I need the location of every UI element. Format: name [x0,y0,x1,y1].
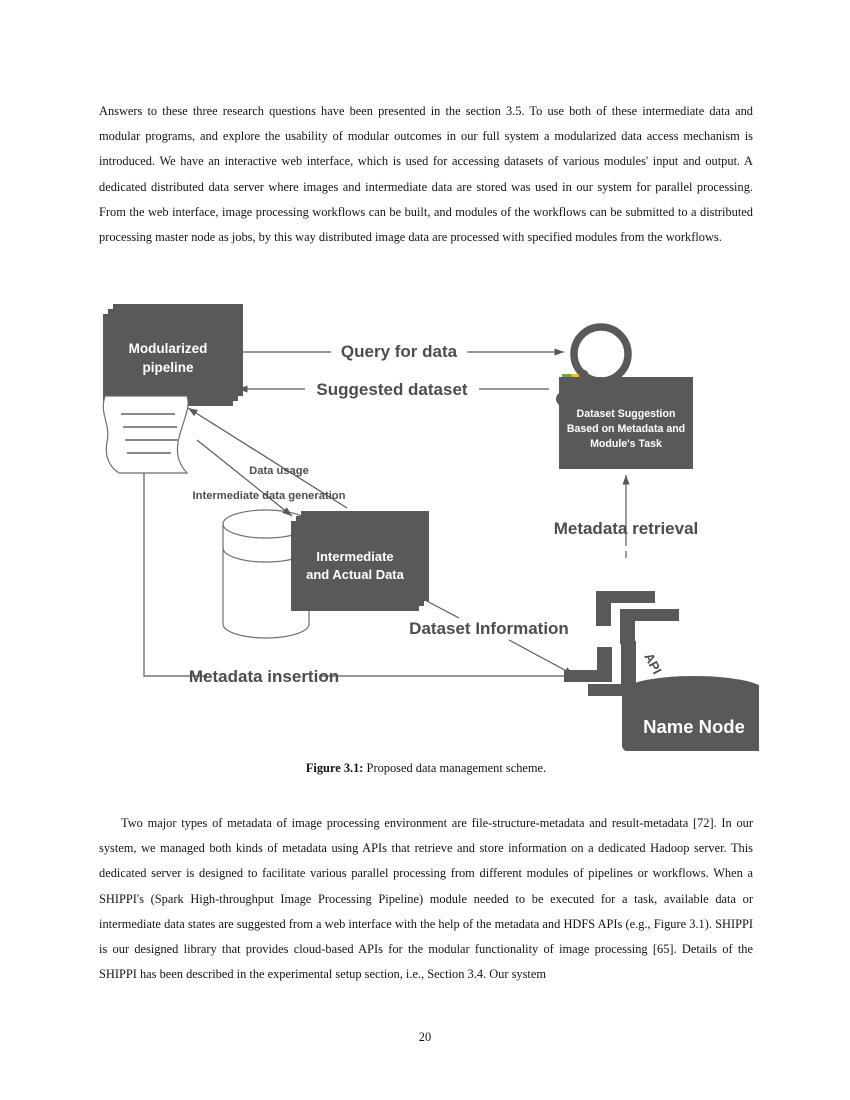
edge-suggested-dataset [238,380,549,399]
modularized-pipeline-node [103,304,243,406]
dataset-suggestion-label-line2: Based on Metadata and [566,423,686,435]
figure-caption [99,761,753,776]
modularized-pipeline-label-line1: Modularized [128,341,208,356]
edge-dataset-information [409,598,574,675]
modularized-pipeline-label-line2: pipeline [142,360,194,375]
dataset-suggestion-label-line1: Dataset Suggestion [576,408,676,420]
intermediate-actual-data-node [291,511,429,611]
paragraph-bottom [99,811,753,987]
paragraph-top-container [99,99,753,250]
paragraph-bottom-text: Two major types of metadata of image processing environment are file-structure-metadata and result-metadata [72]. In our system, we managed both kinds of metadata using APIs that retrieve and store information on a dedicated Hadoop server. This dedicated server is designed to facilitate various parallel processing from different modules of pipelines or workflows. When a SHIPPI's (Spark High-throughput Image Processing Pipeline) module needed to be executed for a task, available data or intermediate data states are suggested from a web interface with the help of the metadata and HDFS APIs (e.g., Figure 3.1). SHIPPI is our designed library that provides cloud-based APIs for the modular functionality of image processing [65]. Details of the SHIPPI has been described in the experimental setup section, i.e., Section 3.4. Our system [99,816,753,982]
dataset-suggestion-label-line3: Module's Task [590,438,662,450]
dataset-suggestion-node [559,377,693,469]
name-node-cylinder [622,676,759,751]
document-scroll-icon [103,396,188,473]
edge-label-query-for-data: Query for data [340,342,458,361]
edge-label-intermediate-data-generation: Intermediate data generation [192,490,346,502]
intermediate-actual-data-label-line1: Intermediate [316,549,394,564]
figure-caption-label: Figure 3.1: [305,761,364,775]
edge-label-metadata-insertion: Metadata insertion [188,667,340,686]
edge-query-for-data [235,342,564,361]
figure-caption-text: Proposed data management scheme. [366,761,547,775]
paragraph-top: Answers to these three research questions have been presented in the section 3.5. To use both of these intermediate data and modular programs, and explore the usability of modular outcomes in our full system a modularized data access mechanism is introduced. We have an interactive web interface, which is used for accessing datasets of various modules' input and output. A dedicated distributed data server where images and intermediate data are stored was used in our system for parallel processing. From the web interface, image processing workflows can be built, and modules of the workflows can be submitted to a distributed processing master node as jobs, by this way distributed image data are processed with specified modules from the workflows. [99,104,753,245]
edge-label-dataset-information: Dataset Information [409,619,569,638]
figure-3-1-diagram [99,296,759,751]
edge-metadata-retrieval [554,475,699,558]
page-number: 20 [418,1030,432,1044]
edge-label-metadata-retrieval: Metadata retrieval [553,519,699,538]
paragraph-bottom-container [99,811,753,987]
edge-label-suggested-dataset: Suggested dataset [316,380,468,399]
intermediate-actual-data-label-line2: and Actual Data [306,567,404,582]
name-node-label: Name Node [643,716,745,737]
edge-label-data-usage: Data usage [249,465,309,477]
edge-intermediate-data-generation [193,440,346,516]
edge-label-api: API [641,650,665,677]
